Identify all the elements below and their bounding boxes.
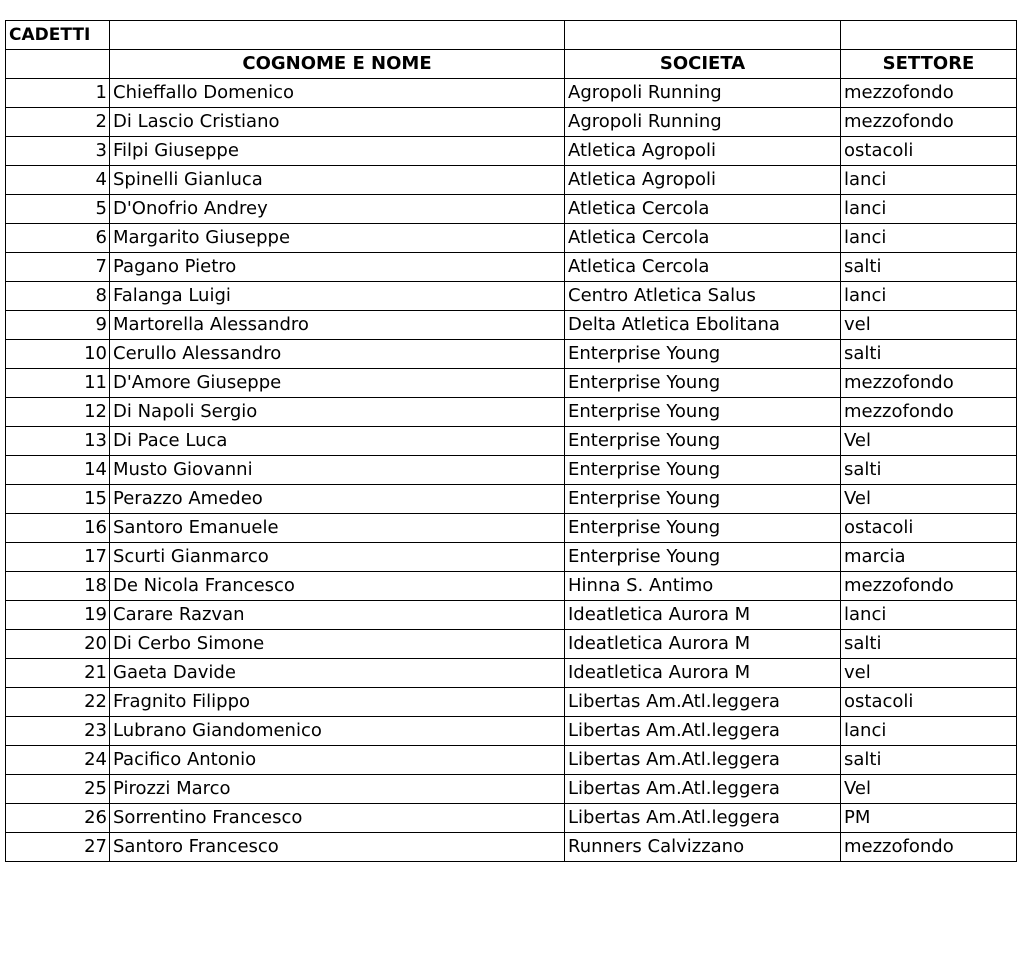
athlete-name: Martorella Alessandro [110,311,565,340]
athlete-name: Di Napoli Sergio [110,398,565,427]
table-row [6,659,1017,688]
sector-name: mezzofondo [841,108,1017,137]
table-row [6,804,1017,833]
row-number: 20 [6,630,110,659]
row-number: 7 [6,253,110,282]
table-row [6,137,1017,166]
society-name: Enterprise Young [565,514,841,543]
athlete-name: Di Pace Luca [110,427,565,456]
table-row [6,311,1017,340]
sector-name: salti [841,746,1017,775]
table-row [6,456,1017,485]
society-name: Libertas Am.Atl.leggera [565,688,841,717]
row-number: 5 [6,195,110,224]
row-number: 13 [6,427,110,456]
table-title: CADETTI [6,21,110,50]
row-number: 3 [6,137,110,166]
table-row [6,253,1017,282]
cadetti-table [5,20,1017,862]
society-name: Libertas Am.Atl.leggera [565,717,841,746]
table-row [6,717,1017,746]
society-name: Enterprise Young [565,340,841,369]
society-name: Atletica Cercola [565,224,841,253]
athlete-name: Falanga Luigi [110,282,565,311]
athlete-name: Pagano Pietro [110,253,565,282]
sector-name: salti [841,456,1017,485]
empty-cell [841,21,1017,50]
table-row [6,833,1017,862]
table-row [6,108,1017,137]
sector-name: mezzofondo [841,398,1017,427]
row-number: 27 [6,833,110,862]
sector-name: lanci [841,717,1017,746]
empty-cell [565,21,841,50]
sector-name: mezzofondo [841,833,1017,862]
sector-name: PM [841,804,1017,833]
society-name: Runners Calvizzano [565,833,841,862]
table-row [6,340,1017,369]
society-name: Ideatletica Aurora M [565,659,841,688]
sector-name: ostacoli [841,514,1017,543]
sector-name: salti [841,253,1017,282]
row-number: 2 [6,108,110,137]
row-number: 19 [6,601,110,630]
table-row [6,746,1017,775]
society-name: Atletica Agropoli [565,137,841,166]
table-row [6,543,1017,572]
society-name: Atletica Cercola [565,253,841,282]
row-number: 21 [6,659,110,688]
header-sector: SETTORE [841,50,1017,79]
table-row [6,282,1017,311]
sector-name: Vel [841,775,1017,804]
sector-name: Vel [841,427,1017,456]
table-row [6,688,1017,717]
society-name: Delta Atletica Ebolitana [565,311,841,340]
row-number: 18 [6,572,110,601]
table-row [6,601,1017,630]
title-row [6,21,1017,50]
sector-name: Vel [841,485,1017,514]
header-row [6,50,1017,79]
row-number: 8 [6,282,110,311]
society-name: Centro Atletica Salus [565,282,841,311]
society-name: Enterprise Young [565,398,841,427]
society-name: Atletica Agropoli [565,166,841,195]
athlete-name: De Nicola Francesco [110,572,565,601]
athlete-name: Fragnito Filippo [110,688,565,717]
row-number: 16 [6,514,110,543]
table-row [6,630,1017,659]
sector-name: lanci [841,195,1017,224]
society-name: Enterprise Young [565,485,841,514]
sector-name: vel [841,311,1017,340]
athlete-name: Filpi Giuseppe [110,137,565,166]
society-name: Enterprise Young [565,427,841,456]
empty-cell [6,50,110,79]
table-row [6,514,1017,543]
athlete-name: Pacifico Antonio [110,746,565,775]
row-number: 24 [6,746,110,775]
sector-name: salti [841,340,1017,369]
table-row [6,427,1017,456]
athlete-name: Lubrano Giandomenico [110,717,565,746]
athlete-name: Chieffallo Domenico [110,79,565,108]
athlete-name: Gaeta Davide [110,659,565,688]
row-number: 22 [6,688,110,717]
sector-name: salti [841,630,1017,659]
table-row [6,485,1017,514]
sector-name: lanci [841,224,1017,253]
sector-name: ostacoli [841,137,1017,166]
society-name: Atletica Cercola [565,195,841,224]
athlete-name: D'Onofrio Andrey [110,195,565,224]
table-row [6,775,1017,804]
row-number: 23 [6,717,110,746]
sector-name: ostacoli [841,688,1017,717]
society-name: Agropoli Running [565,108,841,137]
row-number: 25 [6,775,110,804]
sector-name: vel [841,659,1017,688]
society-name: Libertas Am.Atl.leggera [565,746,841,775]
row-number: 12 [6,398,110,427]
society-name: Enterprise Young [565,456,841,485]
society-name: Enterprise Young [565,543,841,572]
table-row [6,79,1017,108]
sector-name: marcia [841,543,1017,572]
row-number: 10 [6,340,110,369]
row-number: 6 [6,224,110,253]
athlete-name: Spinelli Gianluca [110,166,565,195]
athlete-name: Scurti Gianmarco [110,543,565,572]
society-name: Libertas Am.Atl.leggera [565,775,841,804]
table-row [6,398,1017,427]
society-name: Enterprise Young [565,369,841,398]
athlete-name: Carare Razvan [110,601,565,630]
society-name: Libertas Am.Atl.leggera [565,804,841,833]
header-society: SOCIETA [565,50,841,79]
society-name: Hinna S. Antimo [565,572,841,601]
athlete-name: Margarito Giuseppe [110,224,565,253]
athlete-name: Di Cerbo Simone [110,630,565,659]
athlete-name: Cerullo Alessandro [110,340,565,369]
athlete-name: Sorrentino Francesco [110,804,565,833]
header-name: COGNOME E NOME [110,50,565,79]
athlete-name: Pirozzi Marco [110,775,565,804]
athlete-name: Santoro Francesco [110,833,565,862]
empty-cell [110,21,565,50]
row-number: 11 [6,369,110,398]
athlete-name: Santoro Emanuele [110,514,565,543]
row-number: 4 [6,166,110,195]
row-number: 15 [6,485,110,514]
row-number: 26 [6,804,110,833]
sector-name: mezzofondo [841,369,1017,398]
athlete-name: D'Amore Giuseppe [110,369,565,398]
row-number: 14 [6,456,110,485]
sector-name: lanci [841,601,1017,630]
row-number: 1 [6,79,110,108]
sector-name: lanci [841,166,1017,195]
society-name: Ideatletica Aurora M [565,601,841,630]
athlete-name: Perazzo Amedeo [110,485,565,514]
sector-name: mezzofondo [841,79,1017,108]
sector-name: lanci [841,282,1017,311]
athlete-name: Di Lascio Cristiano [110,108,565,137]
table-row [6,572,1017,601]
table-row [6,224,1017,253]
table-row [6,369,1017,398]
sector-name: mezzofondo [841,572,1017,601]
table-row [6,195,1017,224]
table-row [6,166,1017,195]
society-name: Agropoli Running [565,79,841,108]
athlete-name: Musto Giovanni [110,456,565,485]
row-number: 17 [6,543,110,572]
society-name: Ideatletica Aurora M [565,630,841,659]
row-number: 9 [6,311,110,340]
